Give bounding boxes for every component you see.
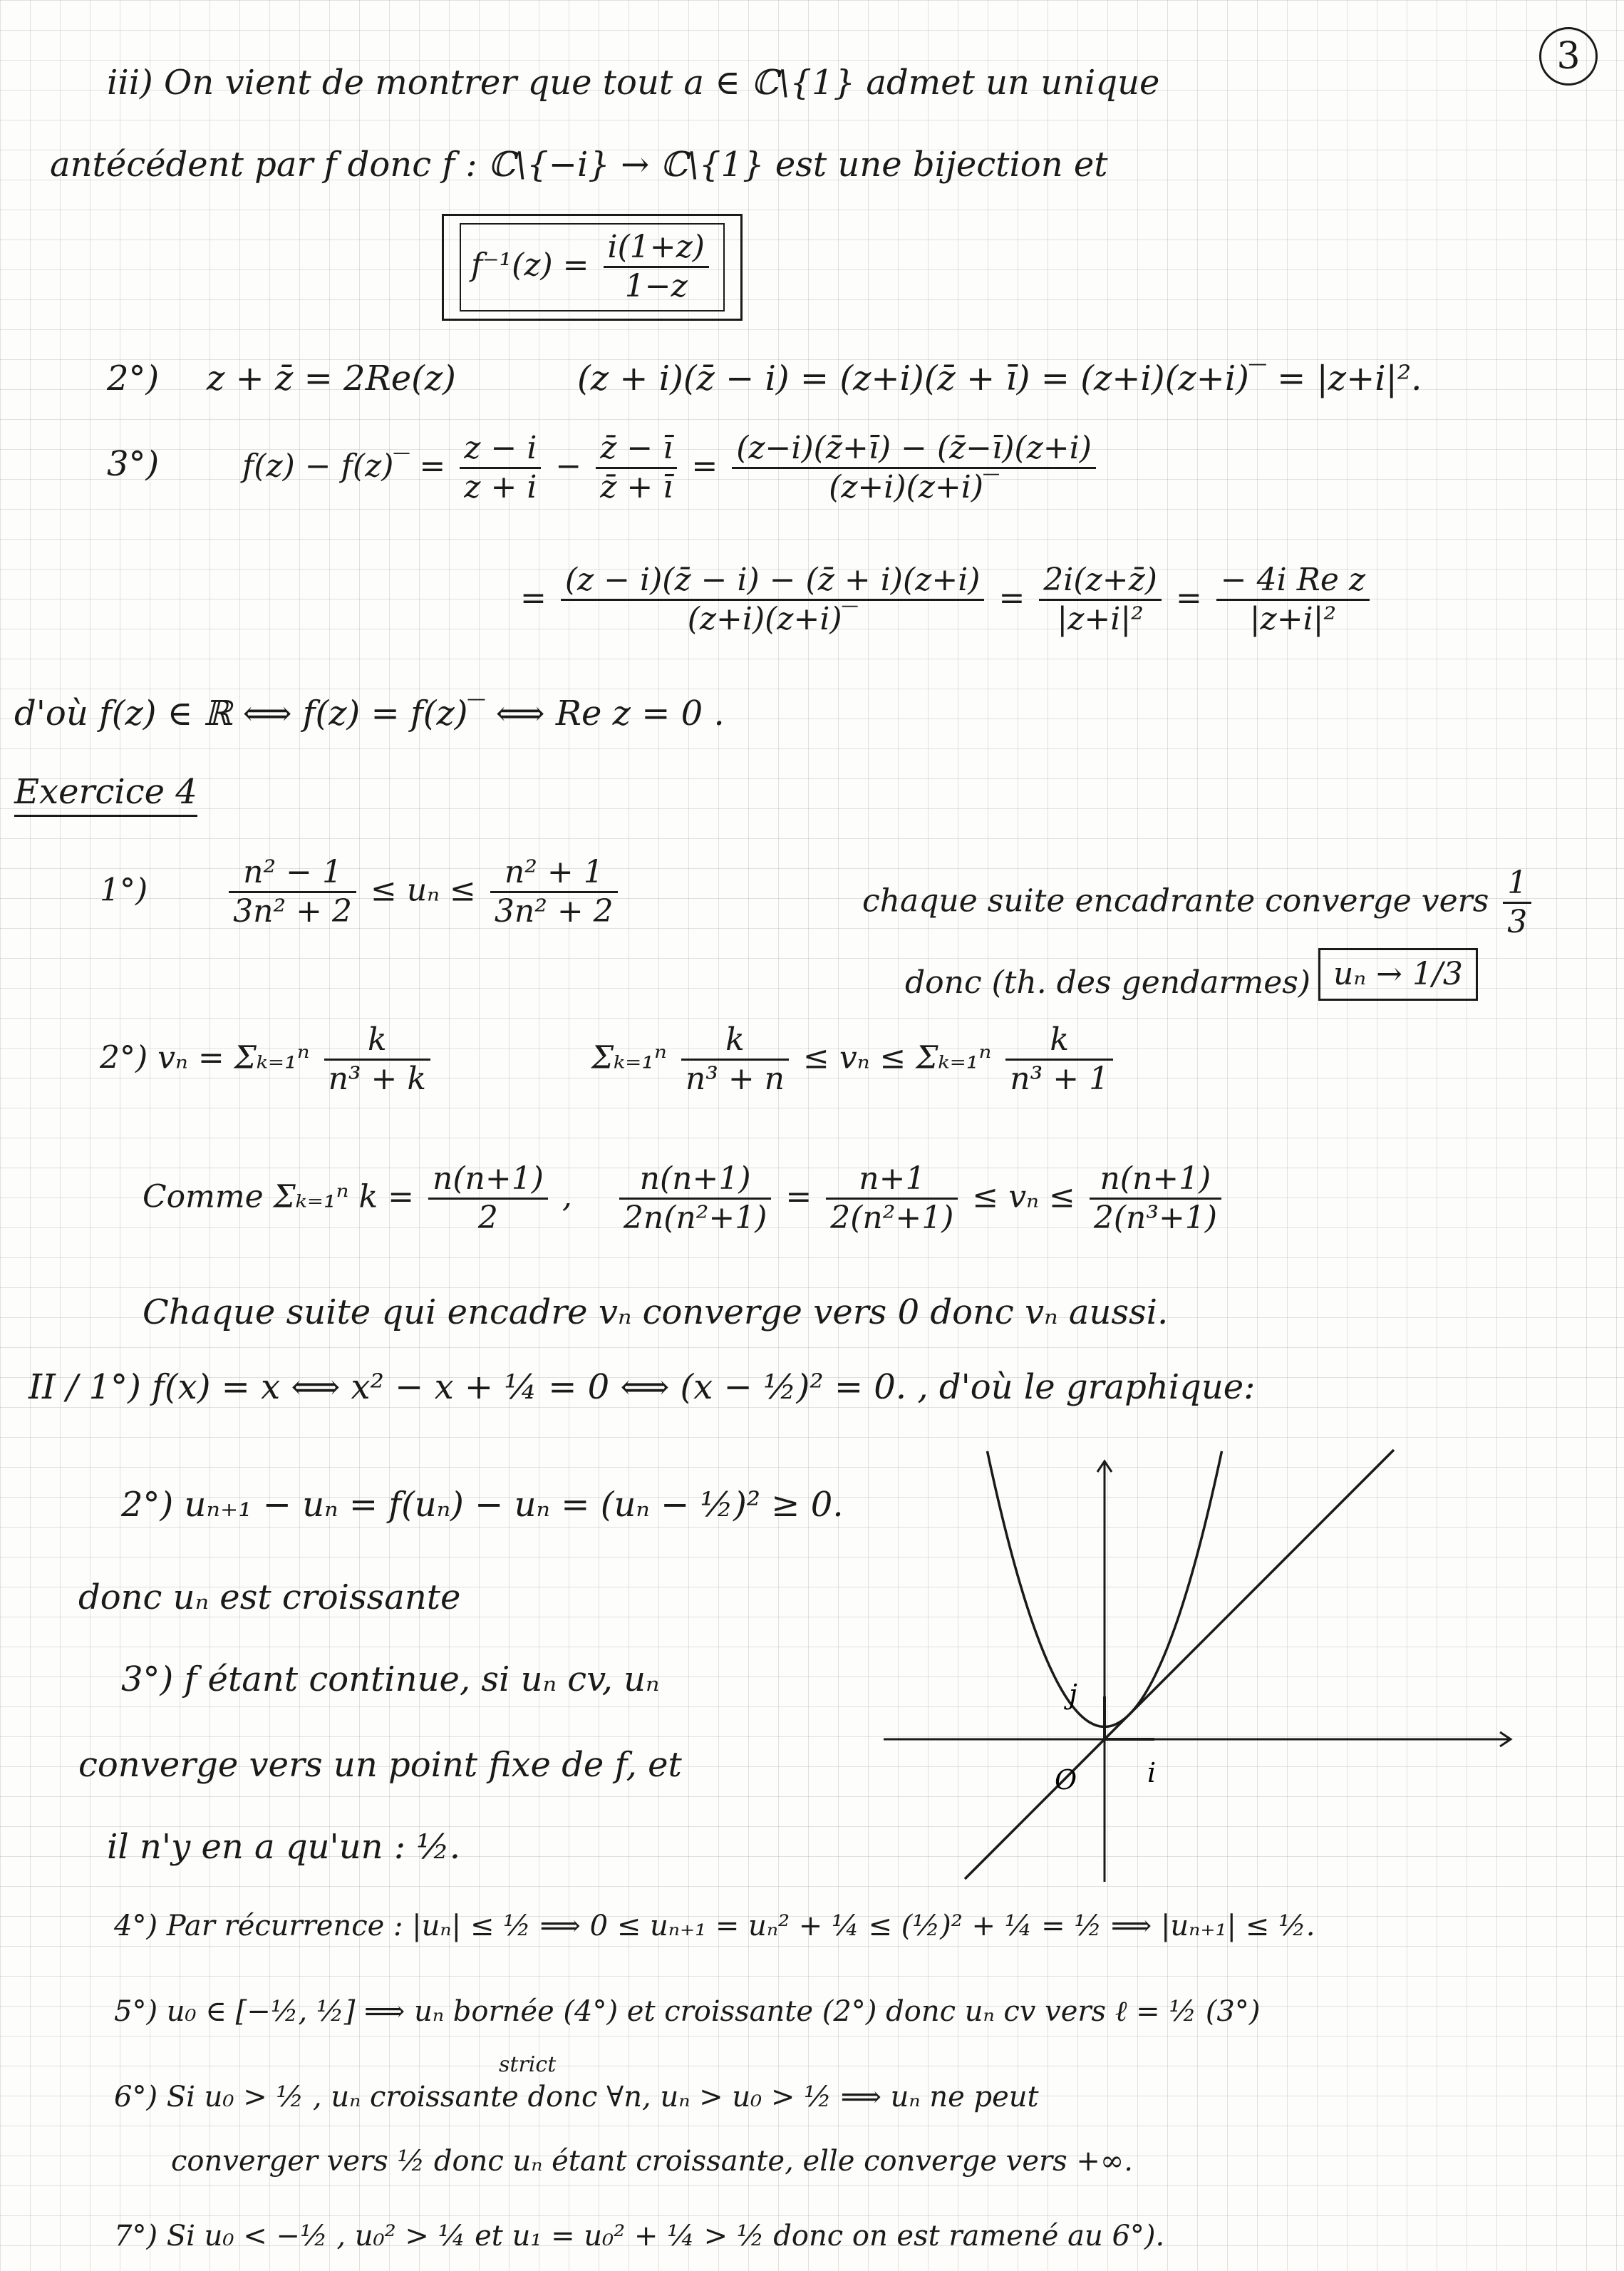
ex4-comme-num: n(n+1) [428, 1162, 548, 1200]
q3-f1-den: z + i [464, 469, 537, 506]
ex4-q1-text-1 [862, 866, 1536, 940]
ex4-q2-right-den: n³ + 1 [1010, 1061, 1110, 1098]
identity-line [965, 1450, 1394, 1879]
part2-q6a: 6°) Si u₀ > ½ , uₙ croissante donc ∀n, uₙ > u₀ > ½ ⟹ uₙ ne peut [114, 2081, 1039, 2113]
ex4-q1-line [100, 855, 622, 929]
ex4-q1-mid: ≤ uₙ ≤ [370, 872, 476, 909]
q3-f6-den: |z+i|² [1249, 601, 1337, 638]
ex4-c-f1-num: n(n+1) [619, 1162, 772, 1200]
part2-q5: 5°) u₀ ∈ [−½, ½] ⟹ uₙ bornée (4°) et croissante (2°) donc uₙ cv vers ℓ = ½ (3°) [114, 1995, 1261, 2028]
ex4-c-f3-num: n(n+1) [1090, 1162, 1221, 1200]
q2-eq1: z + z̄ = 2Re(z) [207, 359, 456, 398]
ex4-q2-bounds [591, 1023, 1117, 1097]
ex4-q1-third-den: 3 [1507, 904, 1528, 941]
ex4-q2-line [100, 1023, 435, 1097]
ex4-q2-right-num: k [1005, 1023, 1113, 1061]
i-label: i [1147, 1757, 1157, 1788]
inverse-function-box [442, 214, 743, 321]
part2-q4: 4°) Par récurrence : |uₙ| ≤ ½ ⟹ 0 ≤ uₙ₊₁ = uₙ² + ¼ ≤ (½)² + ¼ = ½ ⟹ |uₙ₊₁| ≤ ½. [114, 1910, 1315, 1942]
ex4-q2-frac-num: k [324, 1023, 430, 1061]
ex4-chaque: Chaque suite qui encadre vₙ converge vers 0 donc vₙ aussi. [143, 1292, 1169, 1332]
exercice-4-title [14, 773, 197, 811]
q3-f5-den: |z+i|² [1057, 601, 1144, 638]
q3-label: 3°) [107, 444, 160, 484]
ex4-q1-text-2: donc (th. des gendarmes) [905, 964, 1311, 1001]
ex4-q2-sum: Σₖ₌₁ⁿ [234, 1039, 310, 1076]
q3-f1-num: z − i [460, 431, 541, 469]
ex4-q1-right-den: 3n² + 2 [494, 893, 614, 930]
ex4-c-f2-den: 2(n²+1) [830, 1200, 954, 1237]
ex4-q1-right-num: n² + 1 [490, 855, 618, 893]
q3-line-2: = $\frac{(z - i)(z̄ - i) - (z̄ + i)(z+i)}{(z+i)(z+i)‾}$ = $\frac{2i(z+z̄)}{\text{|z+i|²}}$ = $\frac{\text{− 4i Re z}}{\text{|z+i|²}}$ [520, 563, 1374, 637]
ex4-q2-left-den: n³ + n [685, 1061, 785, 1098]
ex4-q2-mid: ≤ vₙ ≤ [803, 1039, 906, 1076]
q3-conclusion: d'où f(z) ∈ ℝ ⟺ f(z) = f(z)‾ ⟺ Re z = 0 . [14, 694, 725, 733]
q3-f2-den: z̄ + ī [600, 469, 673, 506]
q3-line-1: f(z) − f(z)‾ = $\frac{z - i}{z + i}$ − $\frac{z̄ - ī}{z̄ + ī}$ = $\frac{(z-i)(z̄+ī) - (z̄-ī)(z+i)}{(z+i)(z+i)‾}$ [242, 431, 1100, 505]
part2-q2b: donc uₙ est croissante [78, 1577, 461, 1617]
ex4-q1-left-num: n² − 1 [229, 855, 356, 893]
ex4-q1-result-box: uₙ → 1/3 [1318, 948, 1478, 1001]
q3-f2-num: z̄ − ī [596, 431, 677, 469]
q3-f4-den: (z+i)(z+i)‾ [687, 601, 858, 638]
iii-line-1: iii) On vient de montrer que tout a ∈ ℂ\{1} admet un unique [107, 63, 1160, 103]
ex4-q1-label: 1°) [100, 872, 148, 909]
ex4-q2-sum-right: Σₖ₌₁ⁿ [916, 1039, 992, 1076]
ex4-q2-left-num: k [681, 1023, 789, 1061]
q3-lhs: f(z) − f(z)‾ = [242, 448, 446, 485]
part2-q6-strict: strict [499, 2052, 557, 2077]
ex4-q2-frac-den: n³ + k [328, 1061, 427, 1098]
q3-f5-num: 2i(z+z̄) [1039, 563, 1162, 601]
ex4-c-mid: ≤ vₙ ≤ [972, 1178, 1075, 1215]
q3-f3-num: (z−i)(z̄+ī) − (z̄−ī)(z+i) [732, 431, 1096, 469]
part2-q3a: 3°) f étant continue, si uₙ cv, uₙ [121, 1659, 660, 1699]
q3-f3-den: (z+i)(z+i)‾ [829, 469, 999, 506]
part2-q3c: il n'y en a qu'un : ½. [107, 1827, 461, 1867]
ex4-comme-line: Comme Σₖ₌₁ⁿ k = $\frac{n(n+1)}{2}$ , $\frac{n(n+1)}{\text{2n(n²+1)}}$ = $\frac{n+1}{\text{2(n²+1)}}$ ≤ vₙ ≤ $\frac{n(n+1)}{\text{2(n³+1)}}$ [143, 1162, 1226, 1236]
origin-label: O [1055, 1764, 1077, 1796]
part2-q3b: converge vers un point fixe de f, et [78, 1745, 682, 1785]
ex4-comme-den: 2 [477, 1200, 498, 1237]
q2-eq2: (z + i)(z̄ − i) = (z+i)(z̄ + ī) = (z+i)(z+i)‾ = |z+i|². [577, 359, 1422, 398]
ex4-c-f3-den: 2(n³+1) [1093, 1200, 1217, 1237]
ex4-c-f1-den: 2n(n²+1) [623, 1200, 767, 1237]
inverse-lhs: f⁻¹(z) = [471, 247, 589, 284]
part2-q7: 7°) Si u₀ < −½ , u₀² > ¼ et u₁ = u₀² + ¼ > ½ donc on est ramené au 6°). [114, 2220, 1165, 2252]
exercice-4-title-text: Exercice 4 [14, 772, 197, 817]
inverse-num: i(1+z) [604, 230, 709, 268]
part2-line-1: II / 1°) f(x) = x ⟺ x² − x + ¼ = 0 ⟺ (x − ½)² = 0. , d'où le graphique: [29, 1367, 1256, 1407]
ex4-q1-left-den: 3n² + 2 [233, 893, 352, 930]
inverse-den: 1−z [624, 268, 688, 305]
q3-f6-num: − 4i Re z [1216, 563, 1370, 601]
q2-label: 2°) [107, 359, 160, 398]
ex4-q1-third-num: 1 [1503, 866, 1531, 904]
j-label: j [1069, 1679, 1077, 1710]
part2-q2: 2°) uₙ₊₁ − uₙ = f(uₙ) − uₙ = (uₙ − ½)² ≥ 0. [121, 1485, 844, 1525]
ex4-c-f2-num: n+1 [826, 1162, 958, 1200]
ex4-q2-label: 2°) vₙ = [100, 1039, 224, 1076]
part2-q6b: converger vers ½ donc uₙ étant croissante, elle converge vers +∞. [171, 2145, 1133, 2178]
ex4-comme-label: Comme Σₖ₌₁ⁿ k = [143, 1178, 414, 1215]
function-graph [841, 1433, 1525, 1889]
ex4-q2-sum-left: Σₖ₌₁ⁿ [591, 1039, 667, 1076]
q3-f4-num: (z − i)(z̄ − i) − (z̄ + i)(z+i) [561, 563, 985, 601]
iii-line-2: antécédent par f donc f : ℂ\{−i} → ℂ\{1} est une bijection et [50, 145, 1108, 185]
ex4-q1-text-1-label: chaque suite encadrante converge vers [862, 882, 1489, 920]
page-number: 3 [1539, 27, 1598, 86]
